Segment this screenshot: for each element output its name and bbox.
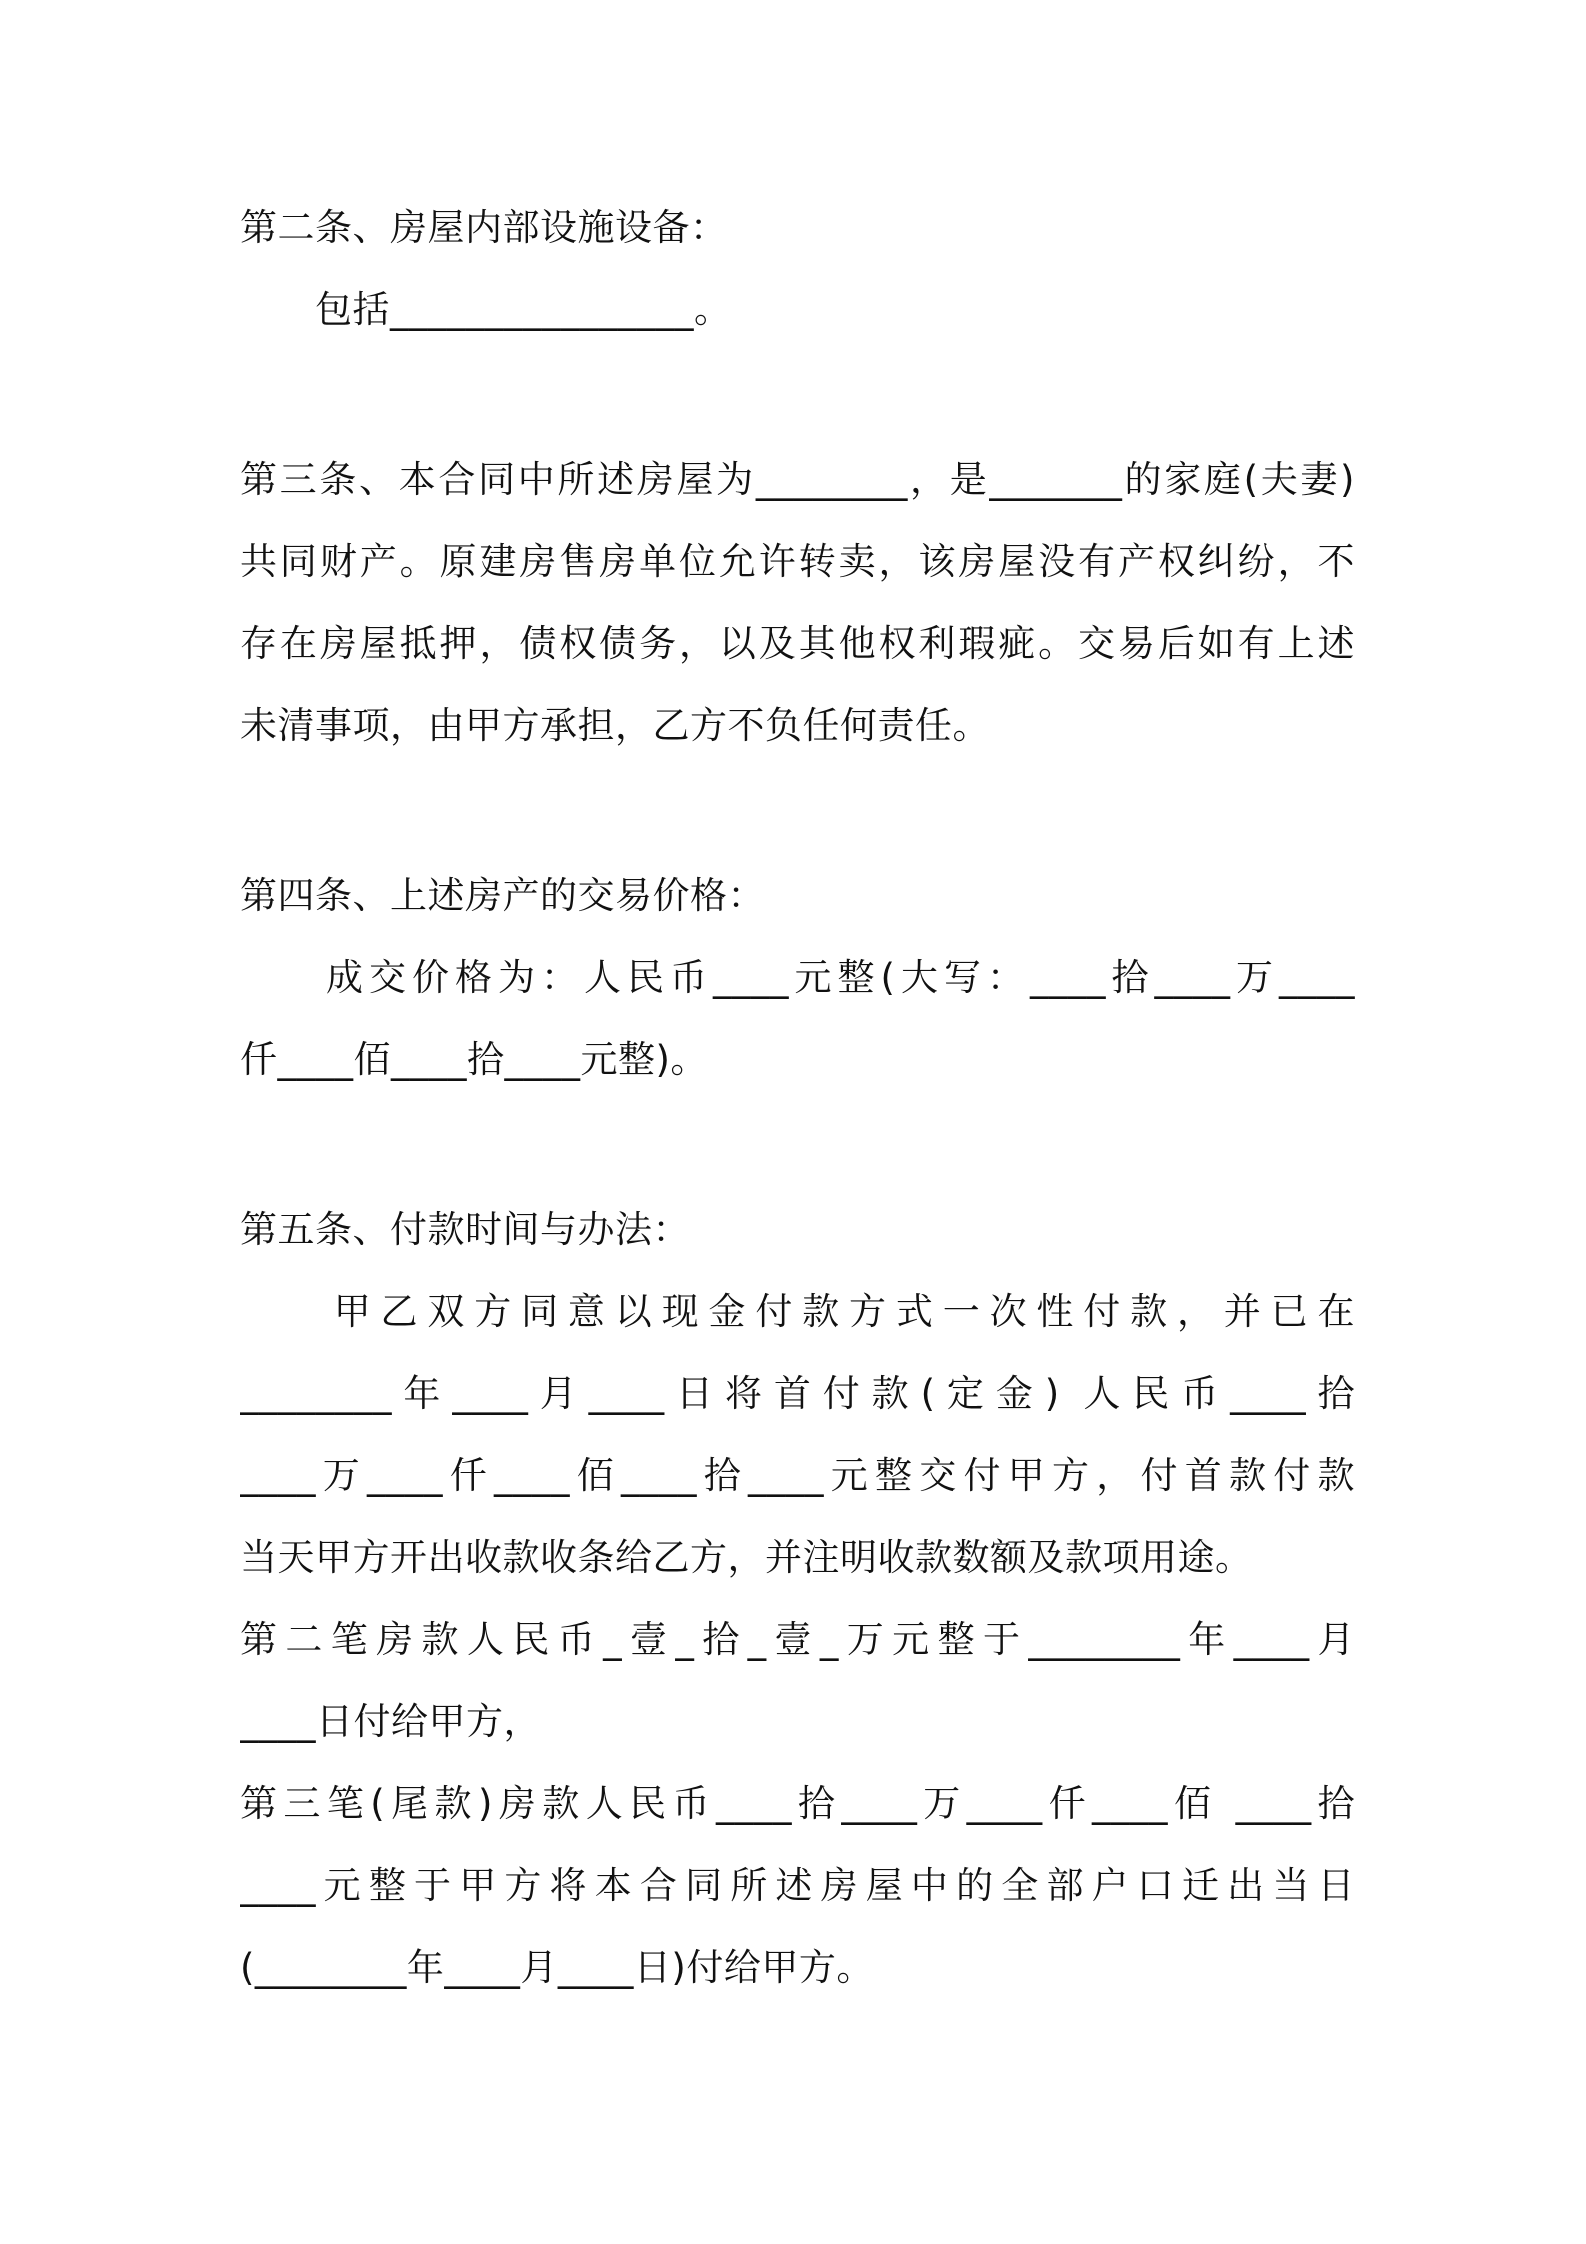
article-5-line-3: ____万____仟____佰____拾____元整交付甲方，付首款付款 [240,1454,1355,1497]
article-4-line-1: 成交价格为：人民币____元整(大写：____拾____万____ [240,956,1355,999]
article-5-line-4: 当天甲方开出收款收条给乙方，并注明收款数额及款项用途。 [240,1536,1253,1579]
article-3-line-3: 存在房屋抵押，债权债务，以及其他权利瑕疵。交易后如有上述 [240,622,1355,665]
article-2-line-1: 包括________________。 [240,288,732,331]
article-4-line-2: 仟____佰____拾____元整)。 [240,1038,708,1081]
article-5-heading: 第五条、付款时间与办法： [240,1208,690,1251]
article-2-heading: 第二条、房屋内部设施设备： [240,206,728,249]
article-5-line-9: (________年____月____日)付给甲方。 [240,1946,874,1989]
article-5-line-7: 第三笔(尾款)房款人民币____拾____万____仟____佰 ____拾 [240,1782,1355,1825]
article-5-line-1: 甲乙双方同意以现金付款方式一次性付款，并已在 [240,1290,1355,1333]
article-5-line-8: ____元整于甲方将本合同所述房屋中的全部户口迁出当日 [240,1864,1355,1907]
article-4-heading: 第四条、上述房产的交易价格： [240,874,765,917]
article-3-line-2: 共同财产。原建房售房单位允许转卖，该房屋没有产权纠纷，不 [240,540,1355,583]
article-5-line-5: 第二笔房款人民币_壹_拾_壹_万元整于________年____月 [240,1618,1355,1661]
article-5-line-6: ____日付给甲方， [240,1700,541,1743]
article-3-line-4: 未清事项，由甲方承担，乙方不负任何责任。 [240,704,990,747]
article-5-line-2: ________年____月____日将首付款(定金) 人民币____拾 [240,1372,1355,1415]
article-3-line-1: 第三条、本合同中所述房屋为________，是_______的家庭(夫妻) [240,458,1355,501]
